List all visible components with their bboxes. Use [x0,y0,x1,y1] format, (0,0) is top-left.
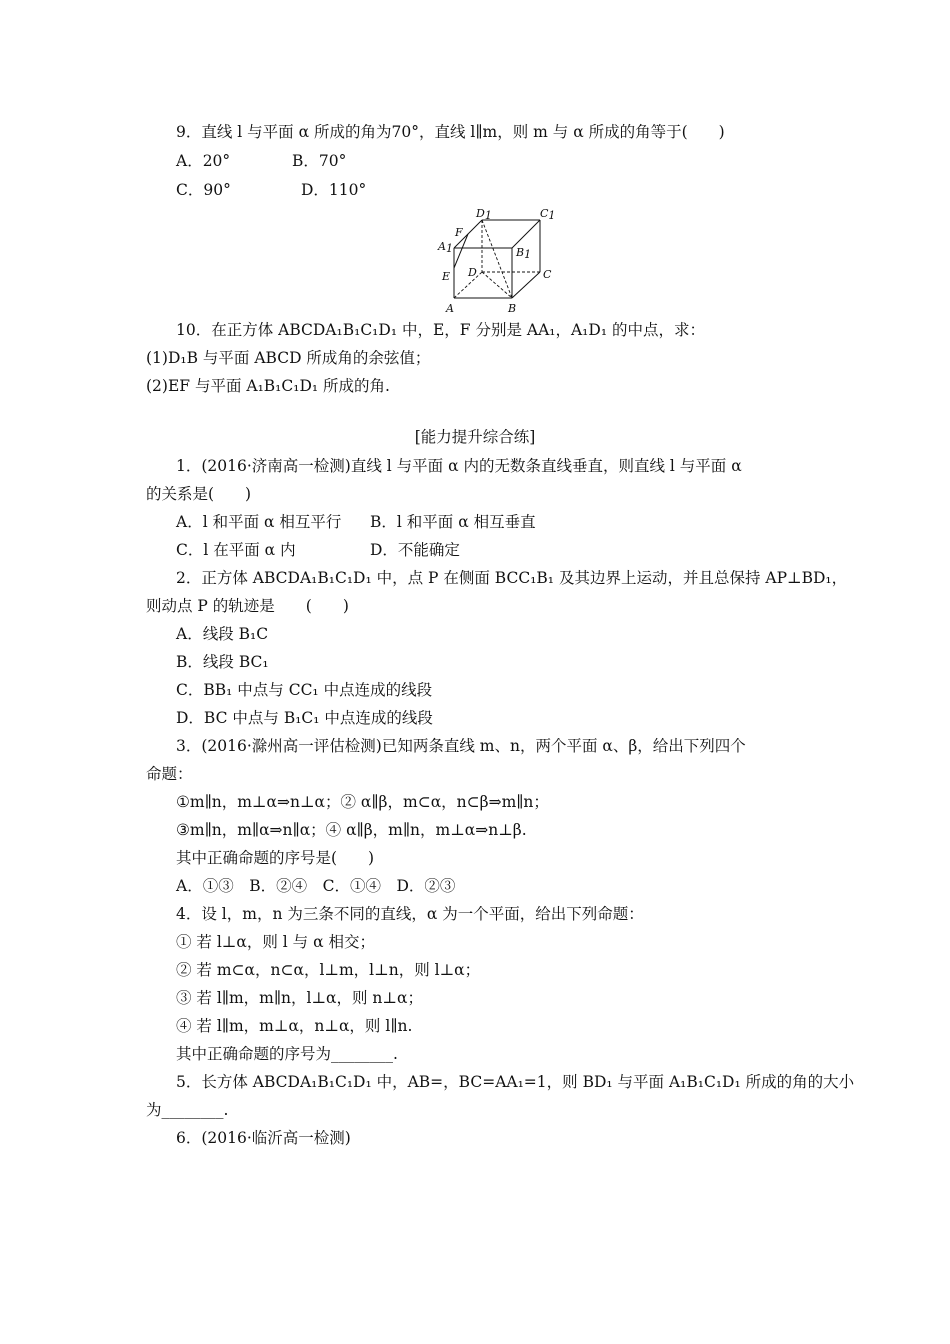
label-D1: D1 [476,207,492,222]
p1-option-b: B．l 和平面 α 相互垂直 [370,513,536,531]
p4-claim-3: ③ 若 l∥m，m∥n，l⊥α，则 n⊥α； [176,989,423,1007]
p1-stem-line2: 的关系是( ) [146,485,252,503]
q10-part2: (2)EF 与平面 A₁B₁C₁D₁ 所成的角. [146,377,390,395]
p4-question: 其中正确命题的序号为________. [176,1045,398,1063]
p3-stem-line1: 3．(2016·滁州高一评估检测)已知两条直线 m、n，两个平面 α、β，给出下列四个 [176,737,746,755]
p6-stem: 6．(2016·临沂高一检测) [176,1129,351,1147]
p1-option-c: C．l 在平面 α 内 [176,541,296,559]
p3-claims-1: ①m∥n，m⊥α⇒n⊥α；② α∥β，m⊂α，n⊂β⇒m∥n； [176,793,549,811]
section-title: [能力提升综合练] [414,428,536,446]
label-C1: C1 [540,207,556,222]
p3-stem-line2: 命题： [146,765,193,783]
p3-question: 其中正确命题的序号是( ) [176,849,375,867]
p1-stem-line1: 1．(2016·济南高一检测)直线 l 与平面 α 内的无数条直线垂直，则直线 l 与平面 α [176,457,742,475]
q9-option-d: D．110° [301,181,367,199]
p4-claim-4: ④ 若 l∥m，m⊥α，n⊥α，则 l∥n. [176,1017,413,1035]
p3-claims-2: ③m∥n，m∥α⇒n∥α；④ α∥β，m∥n，m⊥α⇒n⊥β. [176,821,527,839]
p2-option-d: D．BC 中点与 B₁C₁ 中点连成的线段 [176,709,433,727]
cube-figure [432,206,562,318]
p2-option-b: B．线段 BC₁ [176,653,269,671]
q9-option-c: C．90° [176,181,231,199]
p5-stem-line2: 为________. [146,1101,229,1119]
label-F: F [455,226,463,239]
label-C: C [543,268,552,281]
label-A: A [446,302,454,315]
p4-claim-1: ① 若 l⊥α，则 l 与 α 相交； [176,933,375,951]
p4-stem: 4．设 l，m，n 为三条不同的直线，α 为一个平面，给出下列命题： [176,905,644,923]
q9-stem: 9．直线 l 与平面 α 所成的角为70°，直线 l∥m，则 m 与 α 所成的角等于( ) [176,123,725,141]
label-A1: A1 [438,240,453,255]
p2-stem-line2: 则动点 P 的轨迹是 ( ) [146,597,349,615]
label-E: E [442,270,451,283]
q9-option-b: B．70° [292,152,347,170]
p3-options: A．①③ B．②④ C．①④ D．②③ [176,877,456,895]
label-B: B [508,302,517,315]
p5-stem-line1: 5．长方体 ABCDA₁B₁C₁D₁ 中，AB=，BC=AA₁=1，则 BD₁ 与平面 A₁B₁C₁D₁ 所成的角的大小 [176,1073,855,1091]
p4-claim-2: ② 若 m⊂α，n⊂α，l⊥m，l⊥n，则 l⊥α； [176,961,481,979]
q10-stem: 10．在正方体 ABCDA₁B₁C₁D₁ 中，E，F 分别是 AA₁，A₁D₁ 的中点，求： [176,321,705,339]
label-B1: B1 [516,246,532,261]
p2-option-c: C．BB₁ 中点与 CC₁ 中点连成的线段 [176,681,433,699]
p2-option-a: A．线段 B₁C [176,625,269,643]
label-D: D [468,266,477,279]
q10-part1: (1)D₁B 与平面 ABCD 所成角的余弦值； [146,349,431,367]
q9-option-a: A．20° [176,152,231,170]
p1-option-d: D．不能确定 [370,541,460,559]
p2-stem-line1: 2．正方体 ABCDA₁B₁C₁D₁ 中，点 P 在侧面 BCC₁B₁ 及其边界上运动，并且总保持 AP⊥BD₁， [176,569,848,587]
p1-option-a: A．l 和平面 α 相互平行 [176,513,342,531]
